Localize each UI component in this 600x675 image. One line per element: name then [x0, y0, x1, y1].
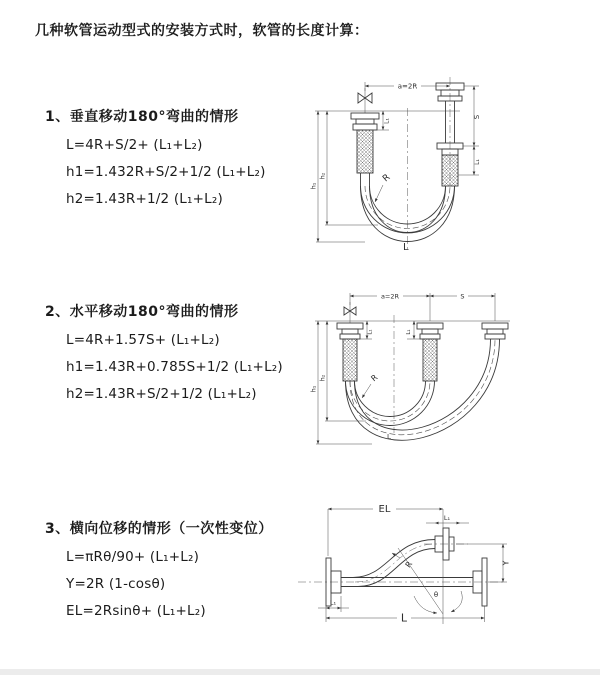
section-1-formula-h2: h2=1.43R+1/2 (L₁+L₂) — [66, 191, 223, 207]
dim-label-l1-right: L₁ — [474, 159, 481, 165]
section-3 — [45, 518, 325, 619]
dim-label-l1-left: L₁ — [383, 118, 391, 124]
section-2-heading: 2、水平移动180°弯曲的情形 — [45, 304, 239, 320]
u-bend-hose-position2 — [346, 339, 500, 440]
center-lines — [298, 544, 503, 582]
s-curve-hose-position2 — [353, 540, 435, 587]
section-3-heading: 3、横向位移的情形（一次性变位） — [45, 521, 273, 537]
dim-label-l1-top: L₁ — [443, 514, 451, 522]
section-2 — [45, 301, 325, 402]
angle-arc-right — [451, 591, 462, 612]
section-1 — [45, 106, 325, 207]
middle-pipe-fitting — [417, 323, 443, 381]
radius-label: R — [403, 559, 415, 570]
u-bend-hose-position1 — [346, 381, 435, 426]
dim-label-h1: h₁ — [310, 182, 318, 190]
section-2-formula-h2: h2=1.43R+S/2+1/2 (L₁+L₂) — [66, 386, 257, 402]
dim-label-l: L — [400, 611, 408, 625]
diagram-horizontal-180-bend — [310, 281, 532, 475]
section-3-formula-EL: EL=2Rsinθ+ (L₁+L₂) — [66, 603, 206, 619]
valve-icon — [344, 302, 356, 323]
dim-label-h2: h₂ — [318, 172, 327, 180]
dim-label-y: Y — [501, 560, 511, 566]
diagram-lateral-displacement — [298, 496, 598, 666]
right-pipe-fitting — [482, 323, 508, 339]
dim-label-s: S — [460, 292, 465, 301]
dim-label-s: S — [473, 114, 481, 120]
length-label: L — [403, 242, 409, 253]
valve-icon — [358, 88, 372, 113]
dim-label-l1-mid: L₁ — [406, 329, 412, 335]
dim-label-a2r: a=2R — [380, 292, 400, 301]
braided-hose-right — [442, 155, 458, 186]
left-pipe-fitting — [337, 323, 363, 381]
radius-label: R — [381, 172, 393, 185]
section-1-heading: 1、垂直移动180°弯曲的情形 — [45, 109, 239, 125]
page-title: 几种软管运动型式的安装方式时，软管的长度计算： — [35, 23, 369, 39]
construction-lines — [398, 509, 443, 624]
left-pipe-fitting — [351, 113, 379, 186]
length-label: L — [387, 433, 391, 441]
radius-label: R — [369, 372, 380, 384]
section-2-formula-h1: h1=1.43R+0.785S+1/2 (L₁+L₂) — [66, 359, 283, 375]
dim-label-a2r: a=2R — [397, 82, 418, 91]
section-3-formula-L: L=πRθ/90+ (L₁+L₂) — [66, 549, 200, 565]
braided-hose-left — [343, 339, 357, 381]
braided-hose-middle — [423, 339, 437, 381]
section-3-formula-Y: Y=2R (1-cosθ) — [66, 576, 166, 592]
section-1-formula-h1: h1=1.432R+S/2+1/2 (L₁+L₂) — [66, 164, 266, 180]
dim-label-h2: h₂ — [318, 374, 327, 382]
angle-label-theta: θ — [433, 591, 439, 599]
diagram-vertical-180-bend — [310, 68, 538, 268]
section-2-formula-L: L=4R+1.57S+ (L₁+L₂) — [66, 332, 220, 348]
section-1-formula-L: L=4R+S/2+ (L₁+L₂) — [66, 137, 203, 153]
page-edge — [0, 669, 600, 675]
braided-hose-left — [357, 130, 373, 173]
dim-label-l1-left: L₁ — [367, 329, 374, 335]
dim-label-l1-left: L₁ — [329, 598, 337, 607]
dim-label-el: EL — [378, 504, 391, 515]
dim-label-h1: h₁ — [310, 385, 318, 393]
